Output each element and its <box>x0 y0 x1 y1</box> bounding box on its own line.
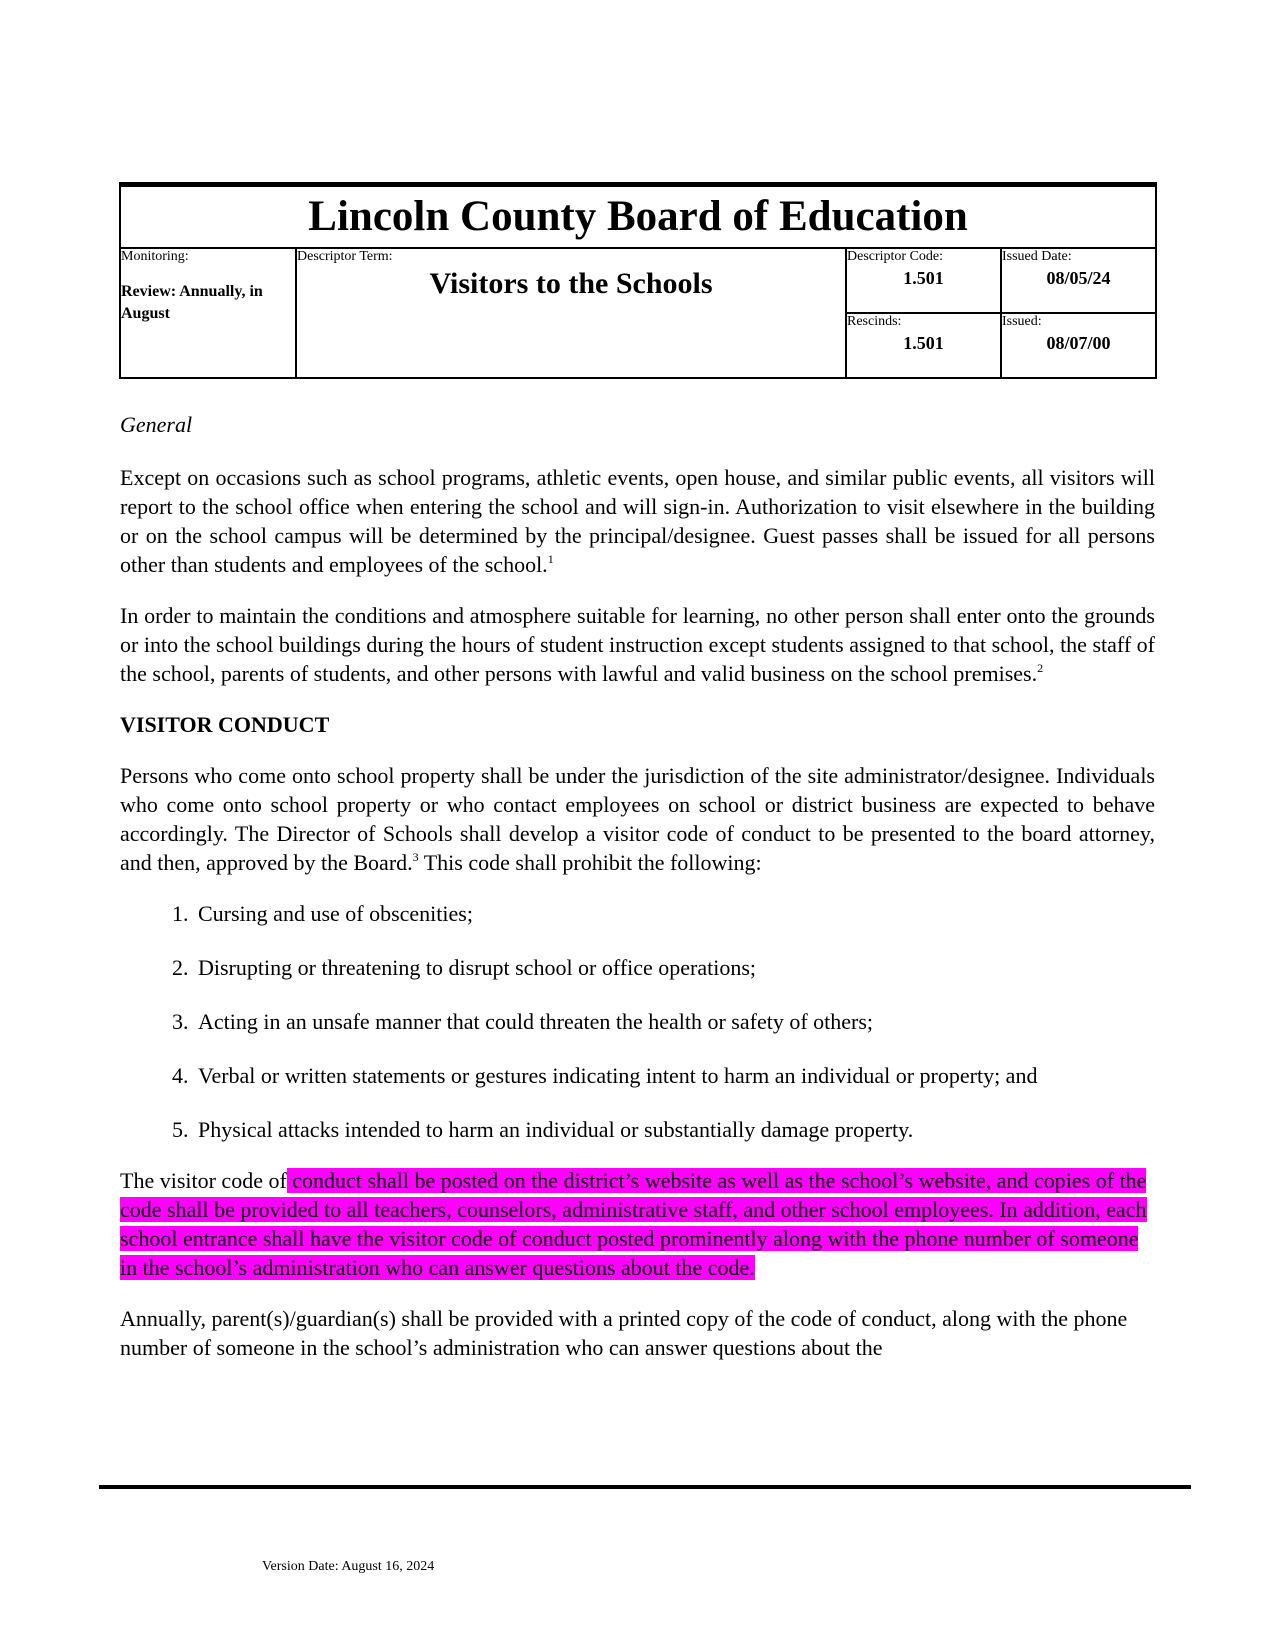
rescinds-cell <box>846 313 1001 378</box>
org-title: Lincoln County Board of Education <box>308 193 968 240</box>
monitoring-value: Review: Annually, in August <box>121 283 263 322</box>
issued-date-cell <box>1001 248 1156 313</box>
prohibited-conduct-list <box>120 899 1155 1144</box>
list-item: 3. Acting in an unsafe manner that could threaten the health or safety of others; <box>194 1007 1155 1036</box>
issued-cell <box>1001 313 1156 378</box>
descriptor-term-cell <box>296 248 846 378</box>
paragraph-text: The visitor code of <box>120 1168 287 1193</box>
org-title-cell <box>120 185 1156 249</box>
paragraph-text: Persons who come onto school property shall be under the jurisdiction of the site administrator/designee. Individuals who come onto school property or who contact employees on school or district business are expected to behave accordingly. The Director of Schools shall develop a visitor code of conduct to be presented to the board attorney, and then, approved by the Board. <box>120 763 1155 875</box>
paragraph-jurisdiction <box>120 761 1155 877</box>
footnote-1: 1 <box>547 552 554 566</box>
list-item: 5. Physical attacks intended to harm an individual or substantially damage property. <box>194 1115 1155 1144</box>
paragraph-text-tail: This code shall prohibit the following: <box>418 850 762 875</box>
issued-value: 08/07/00 <box>1046 333 1111 353</box>
paragraph-code-posting <box>120 1166 1155 1282</box>
issued-date: 08/05/24 <box>1046 268 1111 288</box>
paragraph-text: Except on occasions such as school programs, athletic events, open house, and similar public events, all visitors will report to the school office when entering the school and will sign-in. Authorization to visit elsewhere in the building or on the school campus will be determined by the principal/designee. Guest passes shall be issued for all persons other than students and employees of the school. <box>120 465 1155 577</box>
list-item: 2. Disrupting or threatening to disrupt school or office operations; <box>194 953 1155 982</box>
list-item: 4. Verbal or written statements or gestures indicating intent to harm an individual or property; and <box>194 1061 1155 1090</box>
paragraph-annual-notice: Annually, parent(s)/guardian(s) shall be provided with a printed copy of the code of conduct, along with the phone number of someone in the school’s administration who can answer questions about the <box>120 1306 1128 1360</box>
rescinds-label: Rescinds: <box>847 314 902 329</box>
list-item: 1. Cursing and use of obscenities; <box>194 899 1155 928</box>
issued-date-label: Issued Date: <box>1002 249 1072 264</box>
descriptor-code-cell <box>846 248 1001 313</box>
descriptor-term: Visitors to the Schools <box>429 267 713 300</box>
footnote-2: 2 <box>1037 661 1044 675</box>
policy-body <box>120 410 1155 1384</box>
highlighted-text: conduct shall be posted on the district’s website as well as the school’s website, and copies of the code shall be provided to all teachers, counselors, administrative staff, and other school employees. In addition, each school entrance shall have the visitor code of conduct posted prominently along with the phone number of someone in the school’s administration who can answer questions about the code. <box>120 1168 1147 1280</box>
paragraph-visitor-signin <box>120 463 1155 579</box>
policy-header-table <box>119 182 1157 379</box>
footnote-3: 3 <box>412 850 419 864</box>
descriptor-code-label: Descriptor Code: <box>847 249 944 264</box>
issued-label: Issued: <box>1002 314 1042 329</box>
descriptor-term-label: Descriptor Term: <box>297 249 393 264</box>
footer-divider <box>99 1485 1191 1489</box>
monitoring-label: Monitoring: <box>121 249 189 264</box>
paragraph-text: In order to maintain the conditions and atmosphere suitable for learning, no other person shall enter onto the grounds or into the school buildings during the hours of student instruction except students assigned to that school, the staff of the school, parents of students, and other persons with lawful and valid business on the school premises. <box>120 603 1155 686</box>
general-heading: General <box>120 412 193 437</box>
visitor-conduct-heading: VISITOR CONDUCT <box>120 712 330 737</box>
paragraph-access-restriction <box>120 601 1155 688</box>
version-date: Version Date: August 16, 2024 <box>262 1559 435 1574</box>
rescinds-value: 1.501 <box>903 333 944 353</box>
monitoring-cell <box>120 248 296 378</box>
descriptor-code: 1.501 <box>903 268 944 288</box>
